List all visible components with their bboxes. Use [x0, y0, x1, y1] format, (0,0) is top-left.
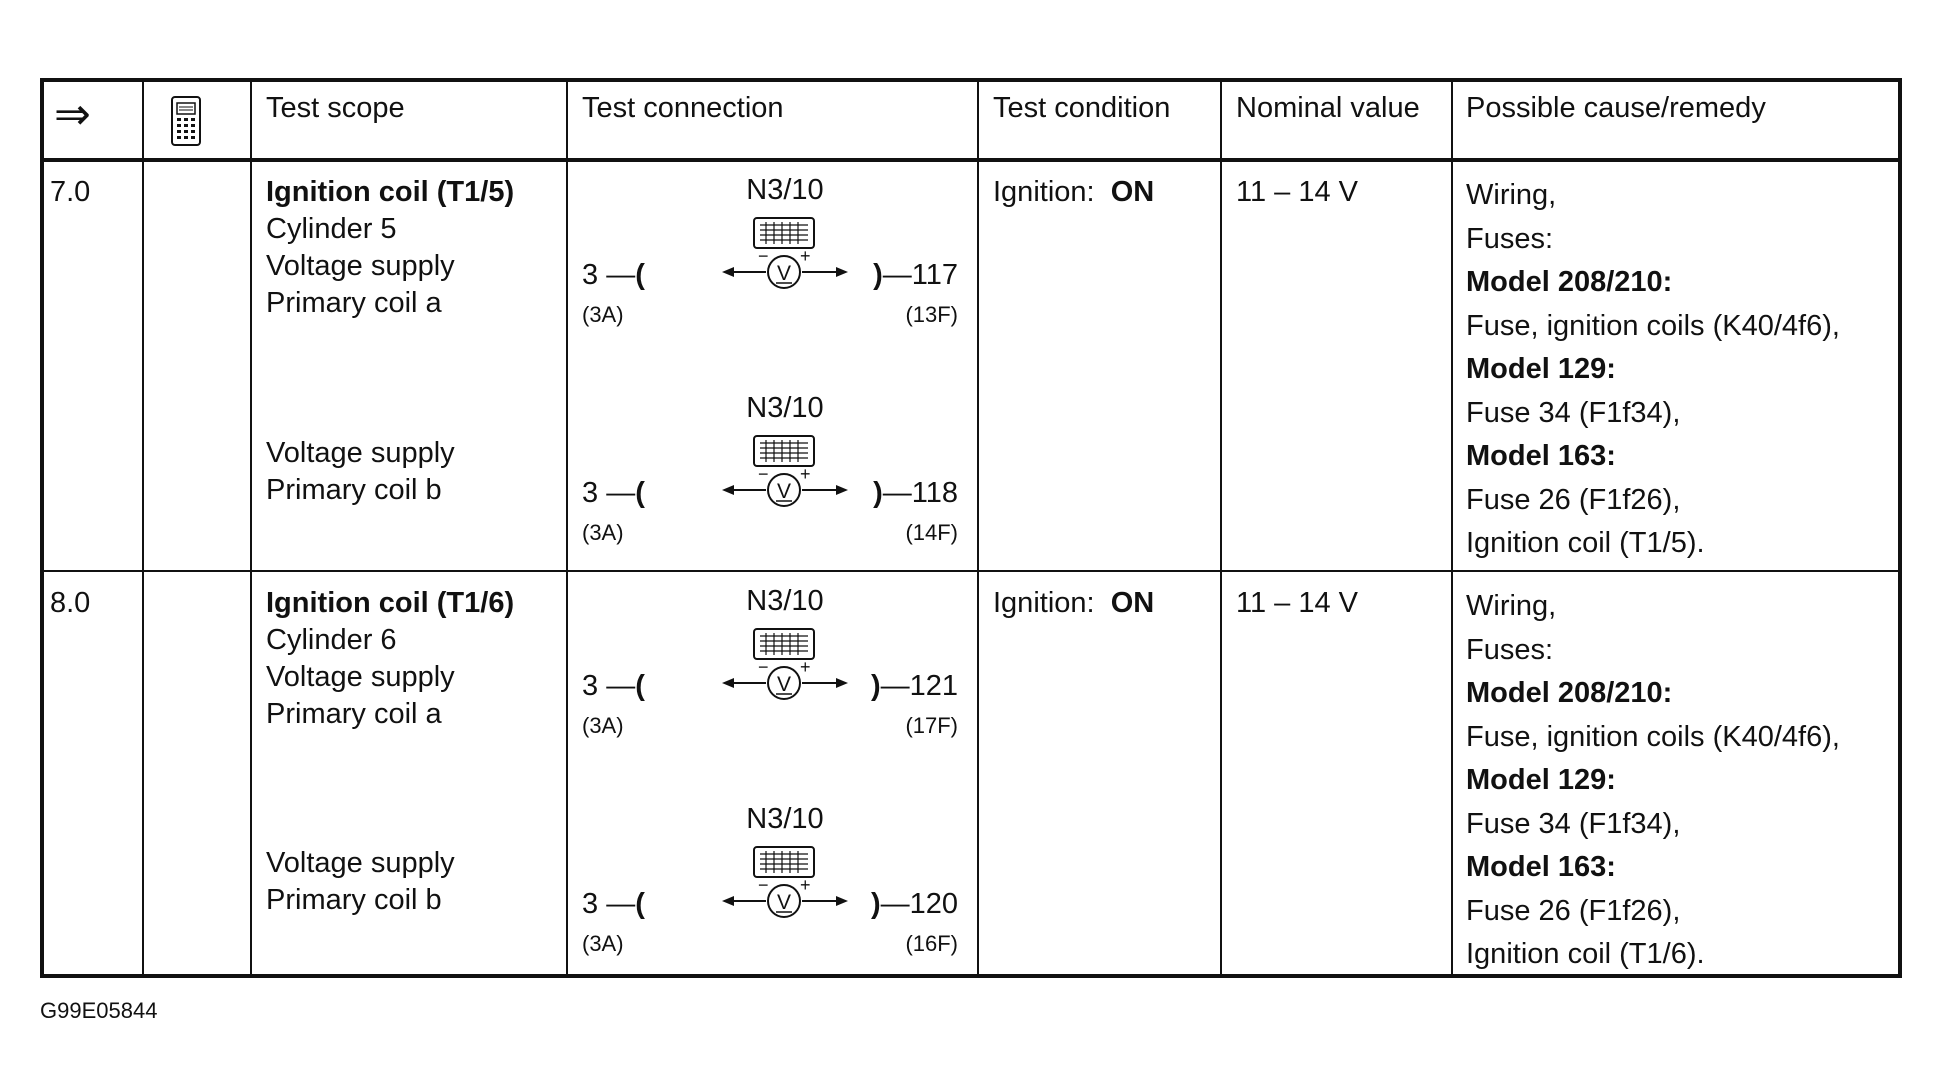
scope-line: Voltage supply	[266, 250, 455, 282]
header-nominal-value: Nominal value	[1236, 92, 1420, 124]
test-connection-diagram	[570, 585, 970, 760]
step-number: 8.0	[50, 587, 91, 619]
cause-line: Model 163:	[1466, 851, 1616, 883]
row-divider	[44, 570, 1898, 572]
right-pin-number: 118	[911, 477, 958, 509]
condition-label: Ignition:	[993, 587, 1095, 619]
voltmeter-icon	[720, 841, 850, 923]
right-pin-sub: (13F)	[905, 302, 958, 327]
svg-text:−: −	[758, 657, 769, 677]
possible-cause-list	[1466, 585, 1840, 977]
right-pin-sub: (16F)	[905, 931, 958, 956]
svg-text:+: +	[800, 246, 811, 266]
arrow-icon: ⇒	[54, 90, 91, 139]
tester-device-icon	[166, 94, 206, 156]
header-test-scope: Test scope	[266, 92, 405, 124]
scope-title: Ignition coil (T1/6)	[266, 587, 515, 619]
cause-line: Fuse, ignition coils (K40/4f6),	[1466, 720, 1840, 753]
cause-line: Fuse, ignition coils (K40/4f6),	[1466, 309, 1840, 342]
svg-text:−: −	[758, 246, 769, 266]
right-pin: )—118	[873, 477, 958, 509]
left-pin-sub: (3A)	[582, 520, 624, 545]
cause-line: Model 208/210:	[1466, 677, 1673, 709]
scope-line: Cylinder 5	[266, 213, 397, 245]
left-pin-number: 3	[582, 670, 599, 702]
column-divider	[1220, 82, 1222, 974]
cause-line: Fuse 34 (F1f34),	[1466, 396, 1681, 429]
scope-line: Primary coil a	[266, 698, 442, 730]
scope-line: Cylinder 6	[266, 624, 397, 656]
control-unit-label: N3/10	[746, 585, 824, 617]
meter-symbol: V	[776, 891, 792, 914]
scope-line: Voltage supply	[266, 661, 455, 693]
cause-line: Model 163:	[1466, 440, 1616, 472]
cause-line: Model 129:	[1466, 764, 1616, 796]
scope-title: Ignition coil (T1/5)	[266, 176, 515, 208]
right-pin-number: 121	[909, 670, 958, 702]
column-divider	[142, 82, 144, 974]
test-connection-diagram	[570, 174, 970, 349]
right-pin-sub: (14F)	[905, 520, 958, 545]
voltmeter-icon	[720, 430, 850, 512]
right-pin-number: 117	[911, 259, 958, 291]
header-possible-cause: Possible cause/remedy	[1466, 92, 1766, 124]
scope-line: Voltage supply	[266, 847, 455, 879]
column-divider	[250, 82, 252, 974]
scope-line: Primary coil b	[266, 884, 442, 916]
left-pin-sub: (3A)	[582, 713, 624, 738]
cause-line: Ignition coil (T1/5).	[1466, 527, 1705, 559]
left-pin-sub: (3A)	[582, 931, 624, 956]
cause-line: Wiring,	[1466, 179, 1557, 211]
nominal-value: 11 – 14 V	[1236, 176, 1359, 208]
left-pin-number: 3	[582, 259, 599, 291]
left-pin: 3 —(	[582, 259, 645, 291]
header-test-condition: Test condition	[993, 92, 1171, 124]
control-unit-label: N3/10	[746, 392, 824, 424]
left-pin: 3 —(	[582, 477, 645, 509]
test-connection-diagram	[570, 392, 970, 567]
left-pin: 3 —(	[582, 888, 645, 920]
right-pin: )—117	[873, 259, 958, 291]
scope-line: Primary coil a	[266, 287, 442, 319]
test-scope-b	[266, 845, 455, 919]
cause-line: Ignition coil (T1/6).	[1466, 938, 1705, 970]
left-pin-sub: (3A)	[582, 302, 624, 327]
left-pin: 3 —(	[582, 670, 645, 702]
cause-line: Fuses:	[1466, 633, 1554, 666]
header-test-connection: Test connection	[582, 92, 784, 124]
cause-line: Fuse 26 (F1f26),	[1466, 894, 1681, 927]
condition-value: ON	[1110, 587, 1155, 619]
cause-line: Model 208/210:	[1466, 266, 1673, 298]
test-condition	[993, 585, 1154, 622]
possible-cause-list	[1466, 174, 1840, 566]
test-connection-diagram	[570, 803, 970, 978]
scope-line: Voltage supply	[266, 437, 455, 469]
column-divider	[566, 82, 568, 974]
figure-code: G99E05844	[40, 998, 158, 1023]
condition-label: Ignition:	[993, 176, 1095, 208]
right-pin: )—121	[870, 670, 958, 702]
voltmeter-icon	[720, 623, 850, 705]
right-pin-sub: (17F)	[905, 713, 958, 738]
step-number: 7.0	[50, 176, 91, 208]
test-scope	[266, 585, 514, 733]
meter-symbol: V	[776, 262, 792, 285]
test-table	[40, 78, 1902, 978]
scope-line: Primary coil b	[266, 474, 442, 506]
nominal-value: 11 – 14 V	[1236, 587, 1359, 619]
cause-line: Wiring,	[1466, 590, 1557, 622]
right-pin: )—120	[870, 888, 958, 920]
column-divider	[1451, 82, 1453, 974]
control-unit-label: N3/10	[746, 174, 824, 206]
cause-line: Fuse 34 (F1f34),	[1466, 807, 1681, 840]
left-pin-number: 3	[582, 888, 599, 920]
svg-text:+: +	[800, 875, 811, 895]
left-pin-number: 3	[582, 477, 599, 509]
condition-value: ON	[1110, 176, 1155, 208]
cause-line: Model 129:	[1466, 353, 1616, 385]
meter-symbol: V	[776, 480, 792, 503]
control-unit-label: N3/10	[746, 803, 824, 835]
test-scope	[266, 174, 514, 322]
voltmeter-icon	[720, 212, 850, 294]
test-condition	[993, 174, 1154, 211]
svg-text:+: +	[800, 657, 811, 677]
column-divider	[977, 82, 979, 974]
svg-text:+: +	[800, 464, 811, 484]
cause-line: Fuses:	[1466, 222, 1554, 255]
cause-line: Fuse 26 (F1f26),	[1466, 483, 1681, 516]
meter-symbol: V	[776, 673, 792, 696]
test-scope-b	[266, 435, 455, 509]
svg-text:−: −	[758, 464, 769, 484]
right-pin-number: 120	[909, 888, 958, 920]
svg-text:−: −	[758, 875, 769, 895]
header-divider	[44, 158, 1898, 162]
